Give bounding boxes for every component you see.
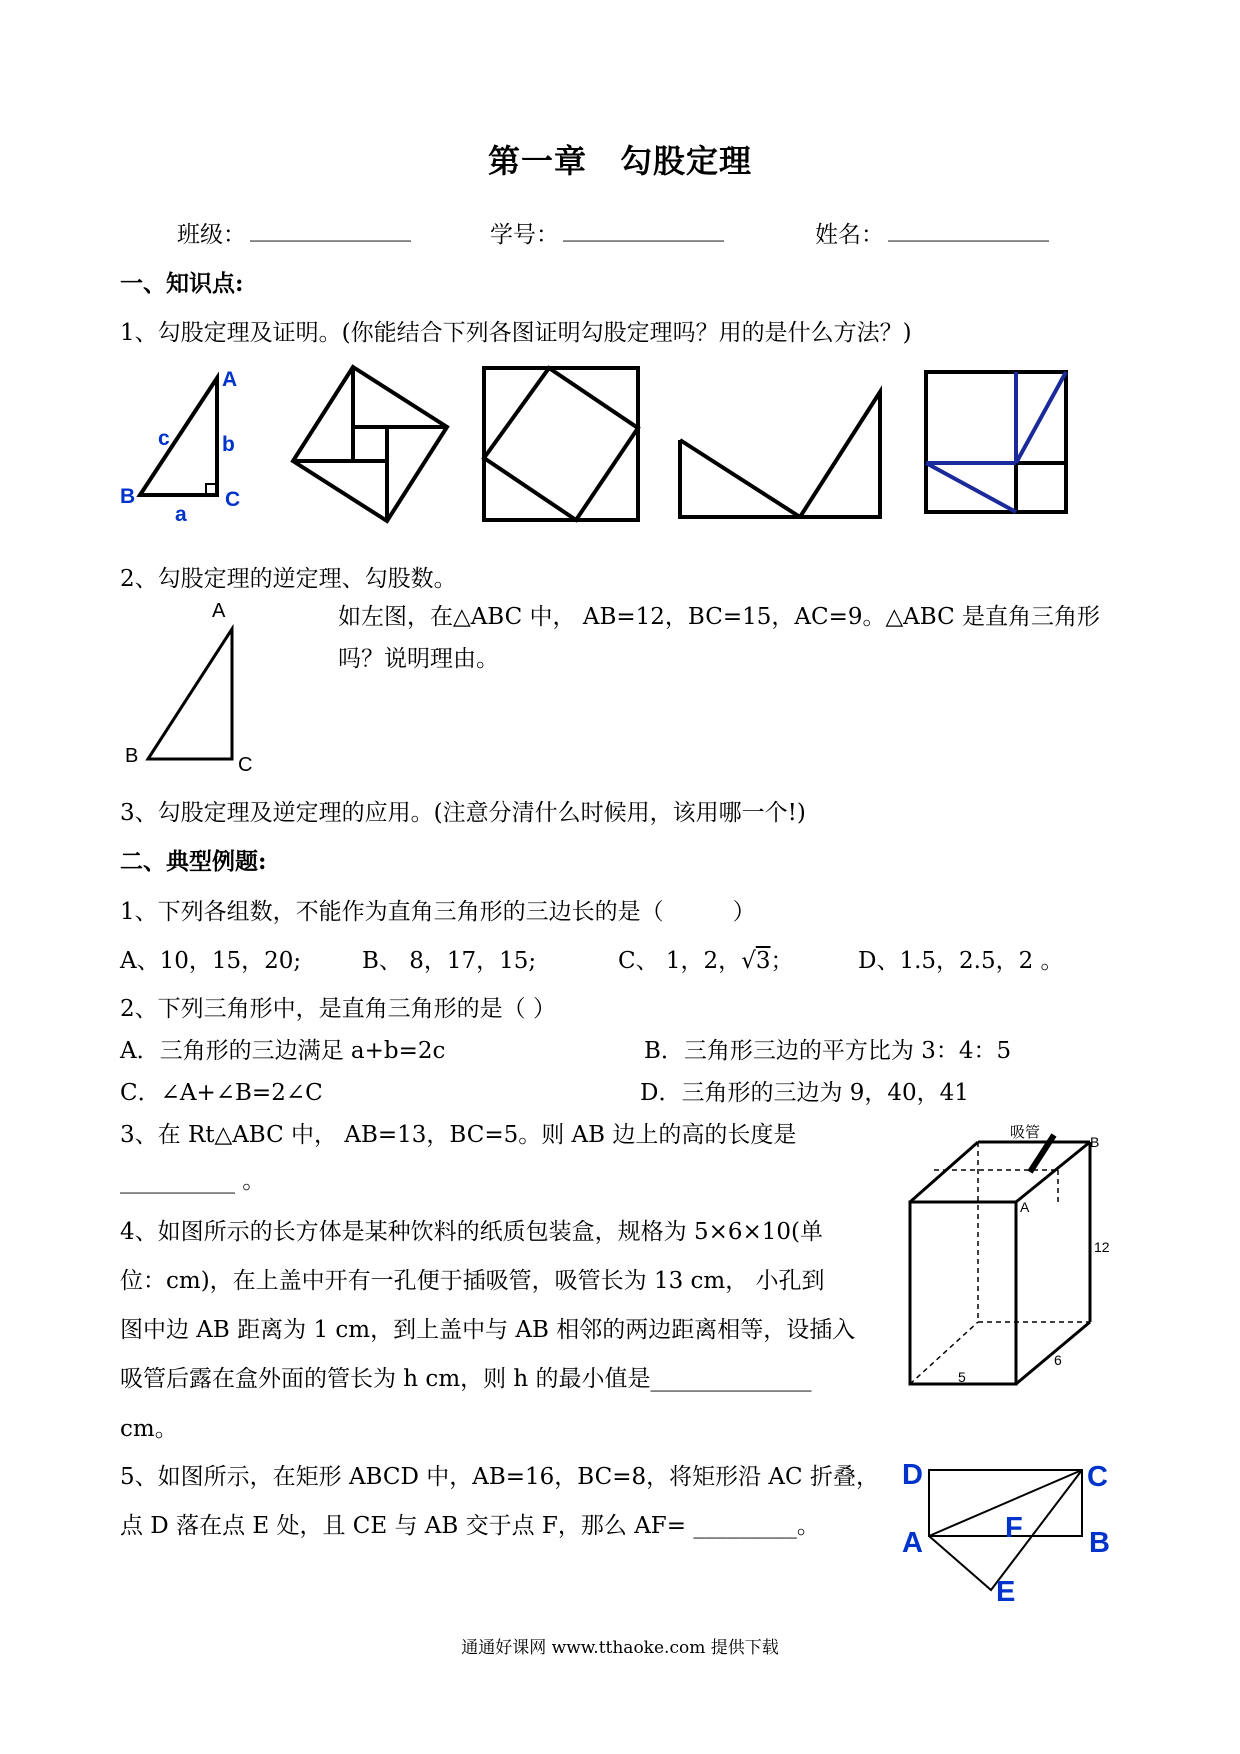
q4-line3: 图中边 AB 距离为 1 cm，到上盖中与 AB 相邻的两边距离相等，设插入 (120, 1317, 856, 1343)
fig-box (910, 1135, 1090, 1384)
fig5-grid-square (926, 372, 1066, 512)
item2-question-line1: 如左图，在△ABC 中， AB=12，BC=15，AC=9。△ABC 是直角三角形 (338, 604, 1101, 630)
q1-option-c: C、 1，2，√3； (618, 948, 794, 974)
box-label-d: 5 (958, 1369, 966, 1385)
page-title: 第一章 勾股定理 (487, 142, 752, 180)
fig1-label-c-side: c (158, 427, 170, 450)
q1-option-a: A、10，15，20; (120, 948, 302, 974)
q1-option-d: D、1.5，2.5，2 。 (858, 948, 1064, 974)
fig1-right-triangle (120, 368, 240, 526)
fig1-label-b-side: b (222, 433, 235, 456)
q3-line1: 3、在 Rt△ABC 中， AB=13，BC=5。则 AB 边上的高的长度是 (120, 1122, 797, 1148)
item1-text: 1、勾股定理及证明。(你能结合下列各图证明勾股定理吗？用的是什么方法？) (120, 320, 912, 346)
q2-option-d: D．三角形的三边为 9，40，41 (640, 1080, 969, 1106)
fig1-label-a-side: a (175, 503, 187, 526)
fig-item2-triangle (125, 600, 252, 776)
section2-heading: 二、典型例题: (120, 848, 267, 875)
fig4-trapezoid (680, 392, 880, 517)
class-blank: ______________ (250, 216, 411, 242)
item2-question-line2: 吗？说明理由。 (338, 646, 499, 672)
q3-line2: __________ 。 (120, 1168, 266, 1194)
q1-text: 1、下列各组数，不能作为直角三角形的三边长的是（ ） (120, 899, 756, 925)
section1-heading: 一、知识点: (120, 270, 244, 297)
fig1-label-b-vertex: B (120, 485, 136, 508)
q4-line4: 吸管后露在盒外面的管长为 h cm，则 h 的最小值是______________ (120, 1366, 812, 1392)
id-label: 学号： (490, 222, 559, 248)
class-label: 班级： (177, 222, 246, 248)
item2-label-b: B (125, 745, 139, 767)
name-label: 姓名： (815, 222, 884, 248)
q2-option-c: C．∠A+∠B=2∠C (120, 1080, 323, 1106)
fig2-pinwheel-square (293, 367, 447, 521)
box-label-straw: 吸管 (1010, 1124, 1041, 1141)
q1-option-b: B、 8，17，15; (362, 948, 537, 974)
rect-label-b: B (1089, 1527, 1110, 1559)
q4-line2: 位：cm)，在上盖中开有一孔便于插吸管，吸管长为 13 cm， 小孔到 (120, 1268, 825, 1294)
q2-text: 2、下列三角形中，是直角三角形的是（ ） (120, 996, 556, 1022)
item2-label-a: A (212, 600, 226, 622)
item2-text: 2、勾股定理的逆定理、勾股数。 (120, 566, 457, 592)
fig1-label-c-vertex: C (225, 488, 241, 511)
q2-option-a: A．三角形的三边满足 a+b=2c (120, 1038, 446, 1064)
rect-label-c: C (1087, 1461, 1108, 1493)
rect-label-d: D (902, 1459, 923, 1491)
fig3-inscribed-square (484, 368, 638, 520)
item2-label-c: C (238, 754, 253, 776)
box-label-w: 6 (1054, 1352, 1062, 1368)
fig1-label-a-vertex: A (222, 368, 238, 391)
rect-label-a: A (902, 1527, 923, 1559)
box-label-b: B (1090, 1134, 1100, 1150)
q4-line5: cm。 (120, 1416, 178, 1442)
q2-option-b: B．三角形三边的平方比为 3：4：5 (644, 1038, 1012, 1064)
box-label-a: A (1020, 1199, 1030, 1215)
q5-line2: 点 D 落在点 E 处，且 CE 与 AB 交于点 F，那么 AF= _________。 (120, 1513, 820, 1539)
id-blank: ______________ (563, 216, 724, 242)
item3-text: 3、勾股定理及逆定理的应用。(注意分清什么时候用，该用哪一个!) (120, 800, 806, 826)
q5-line1: 5、如图所示，在矩形 ABCD 中，AB=16，BC=8，将矩形沿 AC 折叠， (120, 1464, 879, 1490)
name-blank: ______________ (888, 216, 1049, 242)
rect-label-f: F (1005, 1512, 1023, 1544)
rect-label-e: E (996, 1576, 1016, 1608)
box-label-h: 12 (1094, 1239, 1110, 1255)
q4-line1: 4、如图所示的长方体是某种饮料的纸质包装盒，规格为 5×6×10(单 (120, 1219, 823, 1245)
page-footer: 通通好课网 www.tthaoke.com 提供下载 (461, 1638, 779, 1658)
